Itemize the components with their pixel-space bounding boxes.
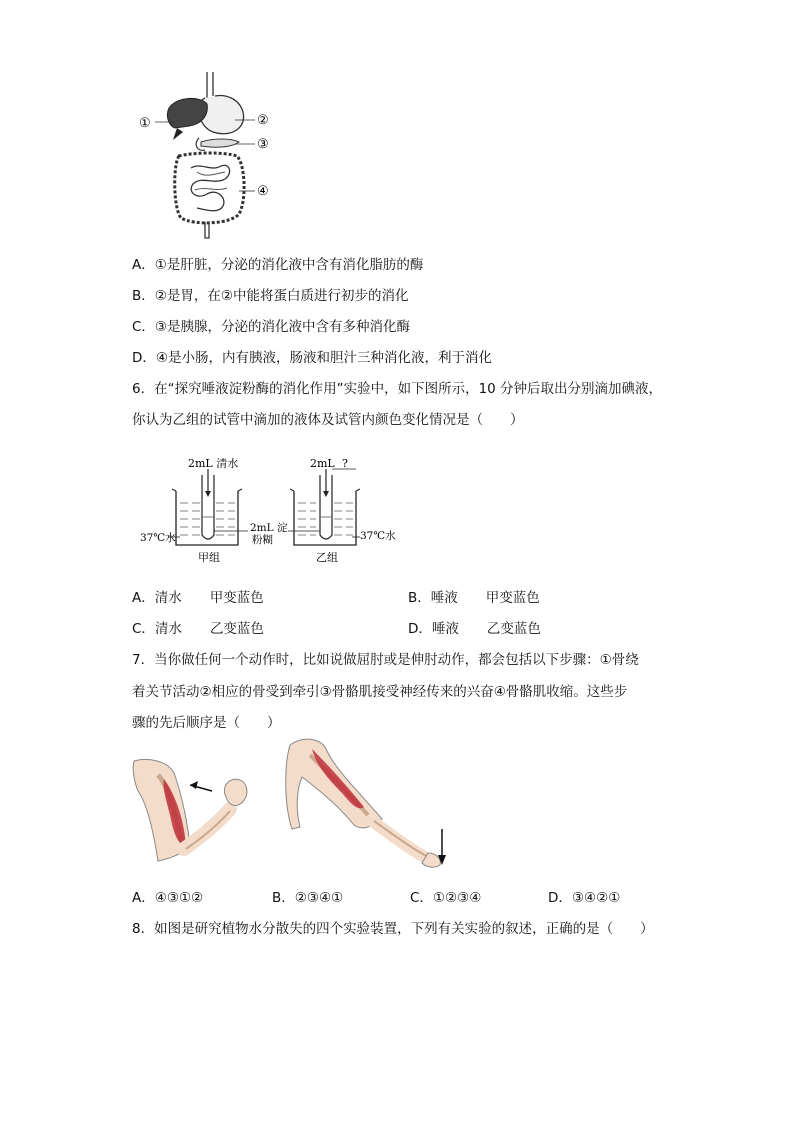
label-3: ③ xyxy=(257,137,269,152)
label-1: ① xyxy=(139,116,151,131)
right-top-label: 2mL xyxy=(310,457,335,470)
q5-option-d: D．④是小肠，内有胰液，肠液和胆汁三种消化液，利于消化 xyxy=(132,350,492,366)
right-question-mark: ? xyxy=(342,457,348,470)
right-group-label: 乙组 xyxy=(316,551,338,564)
q6-option-b: B．唾液 甲变蓝色 xyxy=(408,590,540,606)
q7-option-a: A．④③①② xyxy=(132,890,204,906)
label-2: ② xyxy=(257,113,269,128)
q6-option-a: A．清水 甲变蓝色 xyxy=(132,590,264,606)
middle-label-2: 粉糊 xyxy=(252,534,273,546)
arm-flexion-figure xyxy=(128,755,253,865)
q7-option-d: D．③④②① xyxy=(548,890,621,906)
beaker-experiment-figure xyxy=(140,455,400,570)
arm-extension-figure xyxy=(282,735,454,880)
q7-option-c: C．①②③④ xyxy=(410,890,482,906)
left-group-label: 甲组 xyxy=(198,551,220,564)
q6-stem-line-2: 你认为乙组的试管中滴加的液体及试管内颜色变化情况是（ ） xyxy=(132,412,524,428)
middle-label-1: 2mL 淀 xyxy=(250,522,288,534)
left-top-label: 2mL 清水 xyxy=(188,457,239,470)
q6-stem-line-1: 6．在“探究唾液淀粉酶的消化作用”实验中，如下图所示，10 分钟后取出分别滴加碘液， xyxy=(132,381,663,397)
q6-option-d: D．唾液 乙变蓝色 xyxy=(408,621,541,637)
q8-stem: 8．如图是研究植物水分散失的四个实验装置，下列有关实验的叙述，正确的是（ ） xyxy=(132,921,654,937)
q5-option-c: C．③是胰腺，分泌的消化液中含有多种消化酶 xyxy=(132,319,411,335)
label-4: ④ xyxy=(257,184,269,199)
q7-stem-line-2: 着关节活动②相应的骨受到牵引③骨骼肌接受神经传来的兴奋④骨骼肌收缩。这些步 xyxy=(132,684,628,700)
q6-option-c: C．清水 乙变蓝色 xyxy=(132,621,264,637)
right-water-label: 37℃水 xyxy=(360,530,396,542)
q5-option-b: B．②是胃，在②中能将蛋白质进行初步的消化 xyxy=(132,288,409,304)
left-water-label: 37℃水 xyxy=(140,532,176,544)
q7-stem-line-3: 骤的先后顺序是（ ） xyxy=(132,715,281,731)
q5-option-a: A．①是肝脏，分泌的消化液中含有消化脂肪的酶 xyxy=(132,257,424,273)
q7-option-b: B．②③④① xyxy=(272,890,344,906)
digestive-system-figure xyxy=(135,68,285,243)
q7-stem-line-1: 7．当你做任何一个动作时，比如说做屈肘或是伸肘动作，都会包括以下步骤：①骨绕 xyxy=(132,652,639,668)
